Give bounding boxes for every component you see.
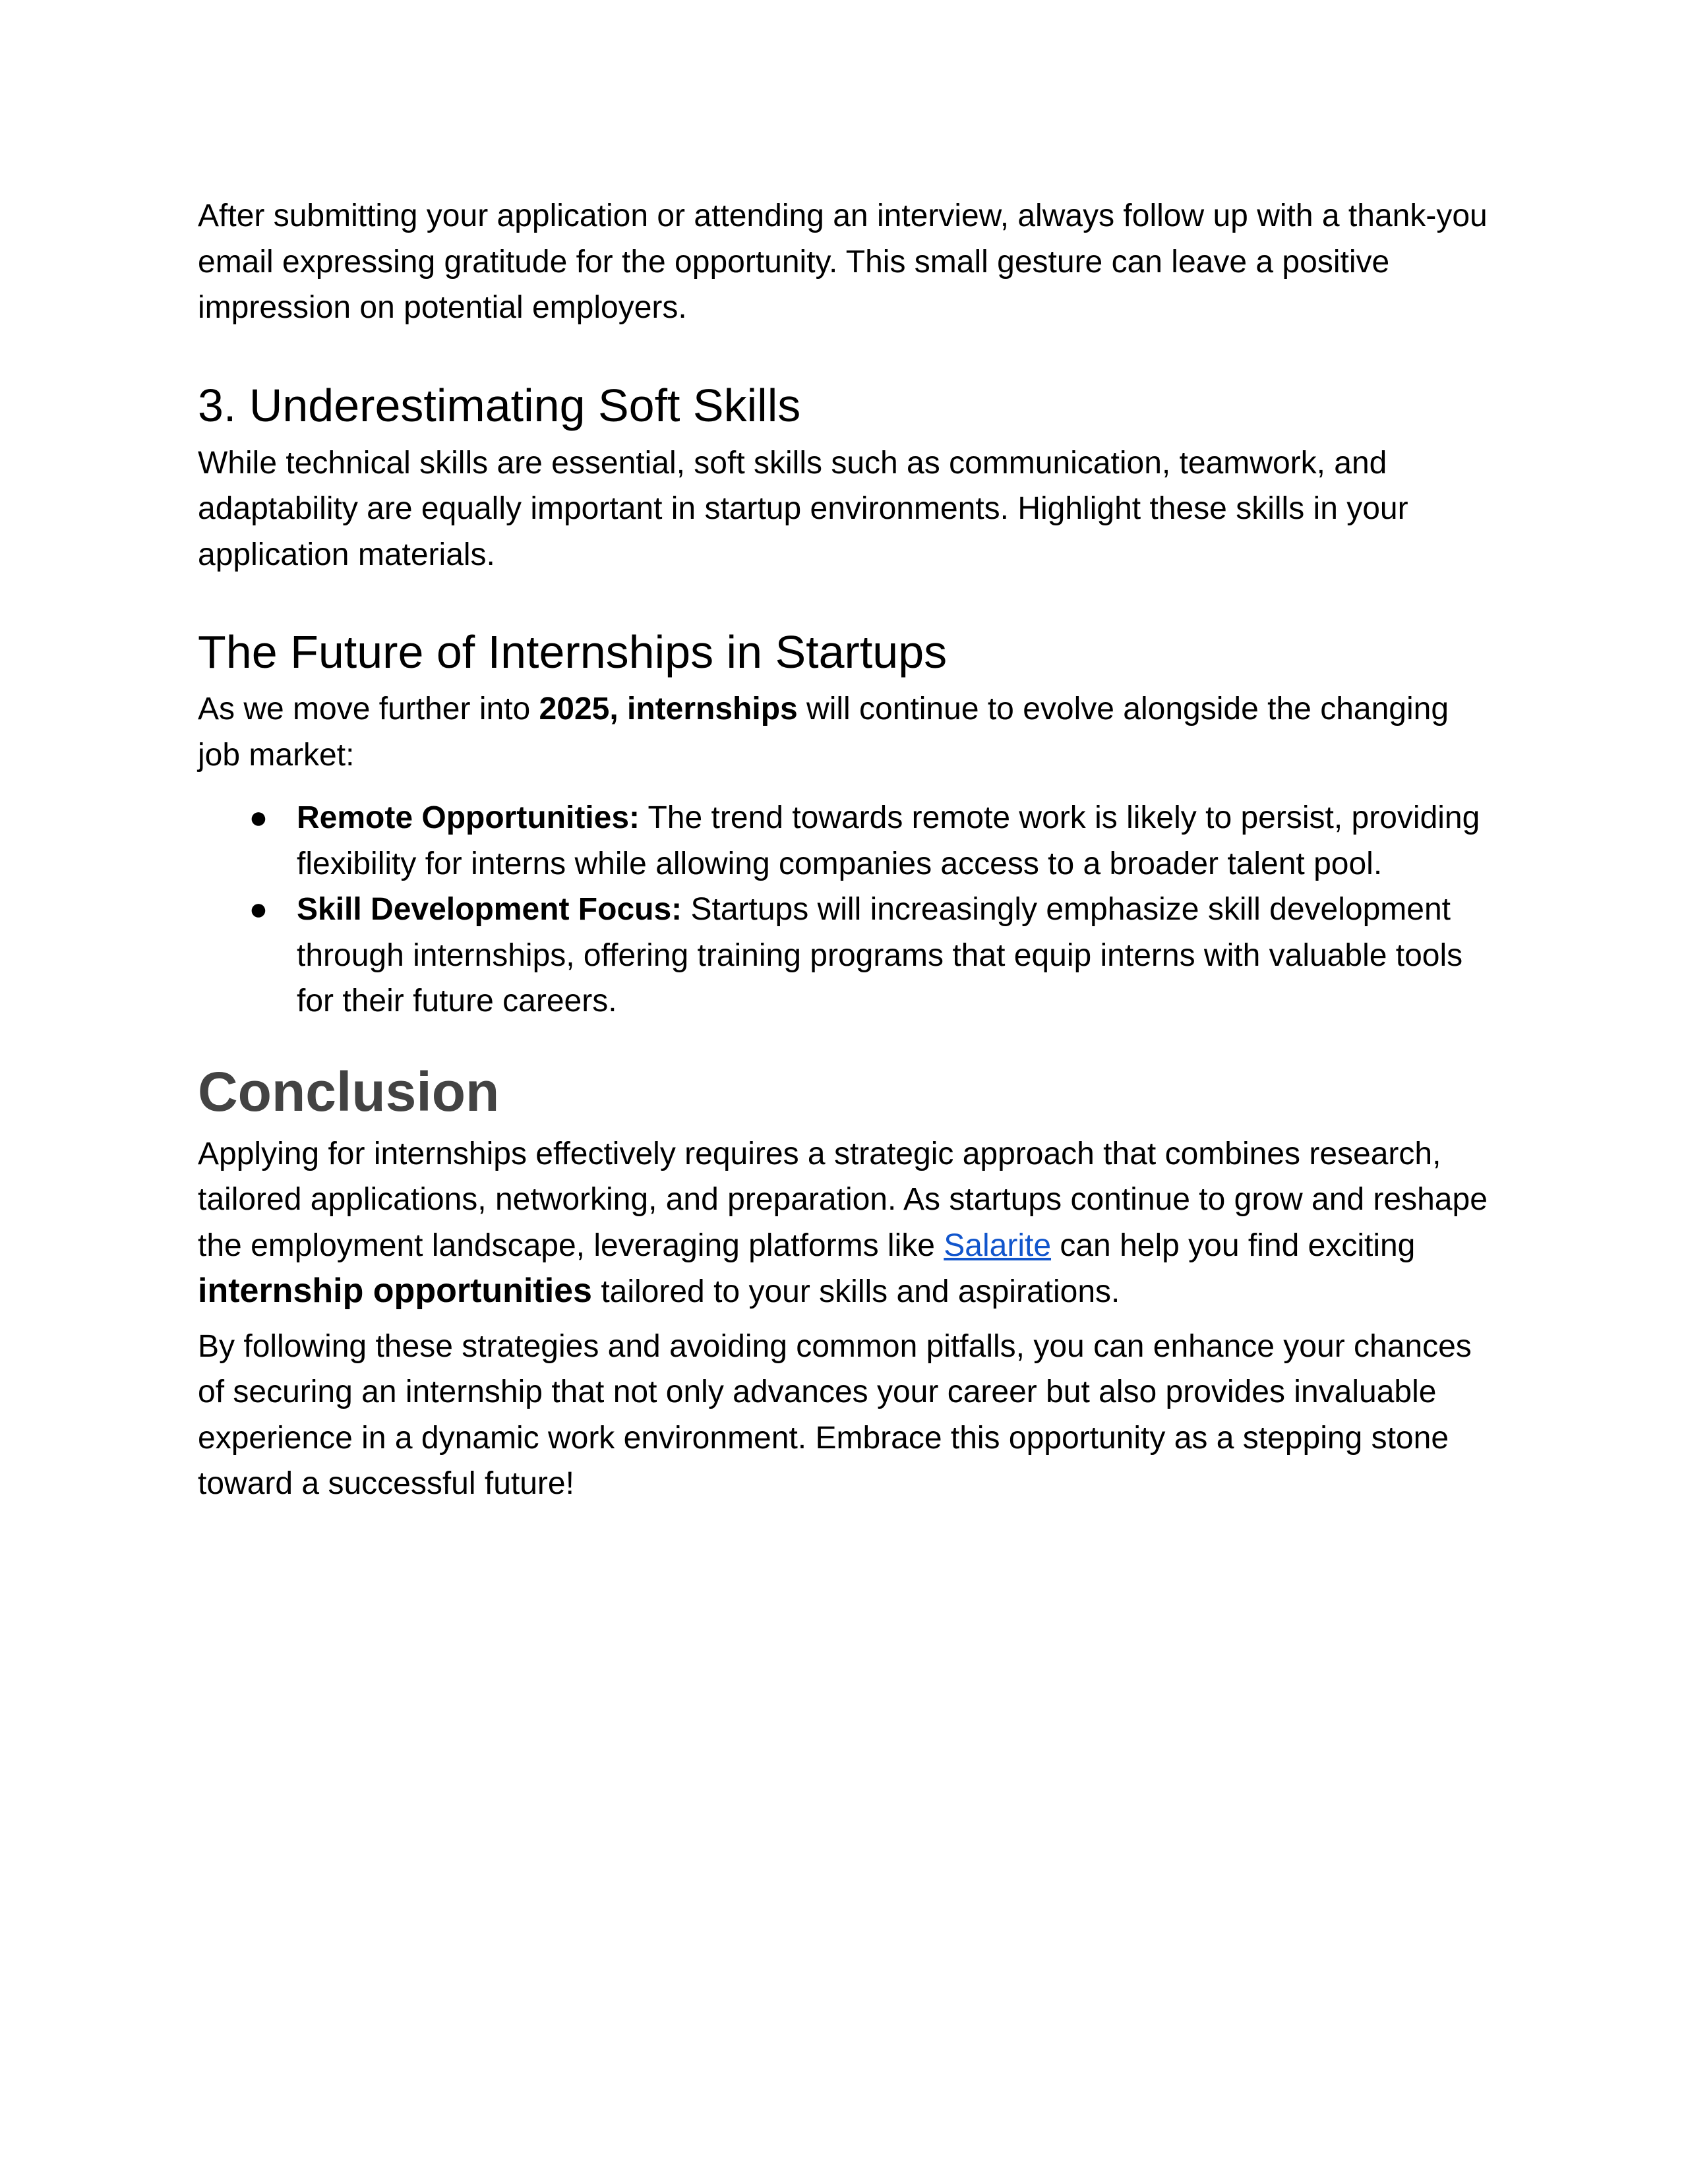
soft-skills-paragraph: While technical skills are essential, soft skills such as communication, teamwork, and adaptability are equally important in startup environments. Highlight these skills in your application materials. xyxy=(198,445,1408,572)
soft-skills-heading: 3. Underestimating Soft Skills xyxy=(198,379,801,431)
future-text-after: will continue to evolve alongside the changing job market: xyxy=(198,692,1449,773)
future-paragraph xyxy=(198,686,1490,778)
bullet-bold-label: Skill Development Focus: xyxy=(297,892,682,927)
conclusion-text-after: tailored to your skills and aspirations. xyxy=(591,1274,1120,1309)
salarite-link[interactable]: Salarite xyxy=(944,1227,1052,1263)
conclusion-text-before: Applying for internships effectively requires a strategic approach that combines research, tailored applications, networking, and preparation. As startups continue to grow and reshape the employment landscape, leveraging platforms like xyxy=(198,1136,1488,1263)
future-bullet-list xyxy=(198,795,1490,1024)
conclusion-paragraph-1 xyxy=(198,1131,1490,1315)
conclusion-paragraph-2: By following these strategies and avoiding common pitfalls, you can enhance your chances of securing an internship that not only advances your career but also provides invaluable experience in a dynamic work environment. Embrace this opportunity as a stepping stone toward a successful future! xyxy=(198,1328,1472,1501)
bullet-icon: ● xyxy=(249,800,268,835)
future-heading: The Future of Internships in Startups xyxy=(198,626,948,678)
future-text-before: As we move further into xyxy=(198,692,539,726)
list-item xyxy=(198,887,1490,1024)
conclusion-heading: Conclusion xyxy=(198,1060,500,1123)
document-body xyxy=(198,193,1490,1507)
bullet-text: The trend towards remote work is likely to persist, providing flexibility for interns while allowing companies access to a broader talent pool. xyxy=(297,800,1480,881)
list-item xyxy=(198,795,1490,887)
conclusion-text-middle: can help you find exciting xyxy=(1051,1227,1416,1263)
intro-paragraph: After submitting your application or attending an interview, always follow up with a thank-you email expressing gratitude for the opportunity. This small gesture can leave a positive impression on potential employers. xyxy=(198,198,1488,325)
bullet-icon: ● xyxy=(249,892,268,927)
bullet-bold-label: Remote Opportunities: xyxy=(297,800,640,835)
future-text-bold: 2025, internships xyxy=(539,692,798,726)
bullet-text: Startups will increasingly emphasize skill development through internships, offering training programs that equip interns with valuable tools for their future careers. xyxy=(297,892,1463,1018)
conclusion-text-bold: internship opportunities xyxy=(198,1272,592,1310)
